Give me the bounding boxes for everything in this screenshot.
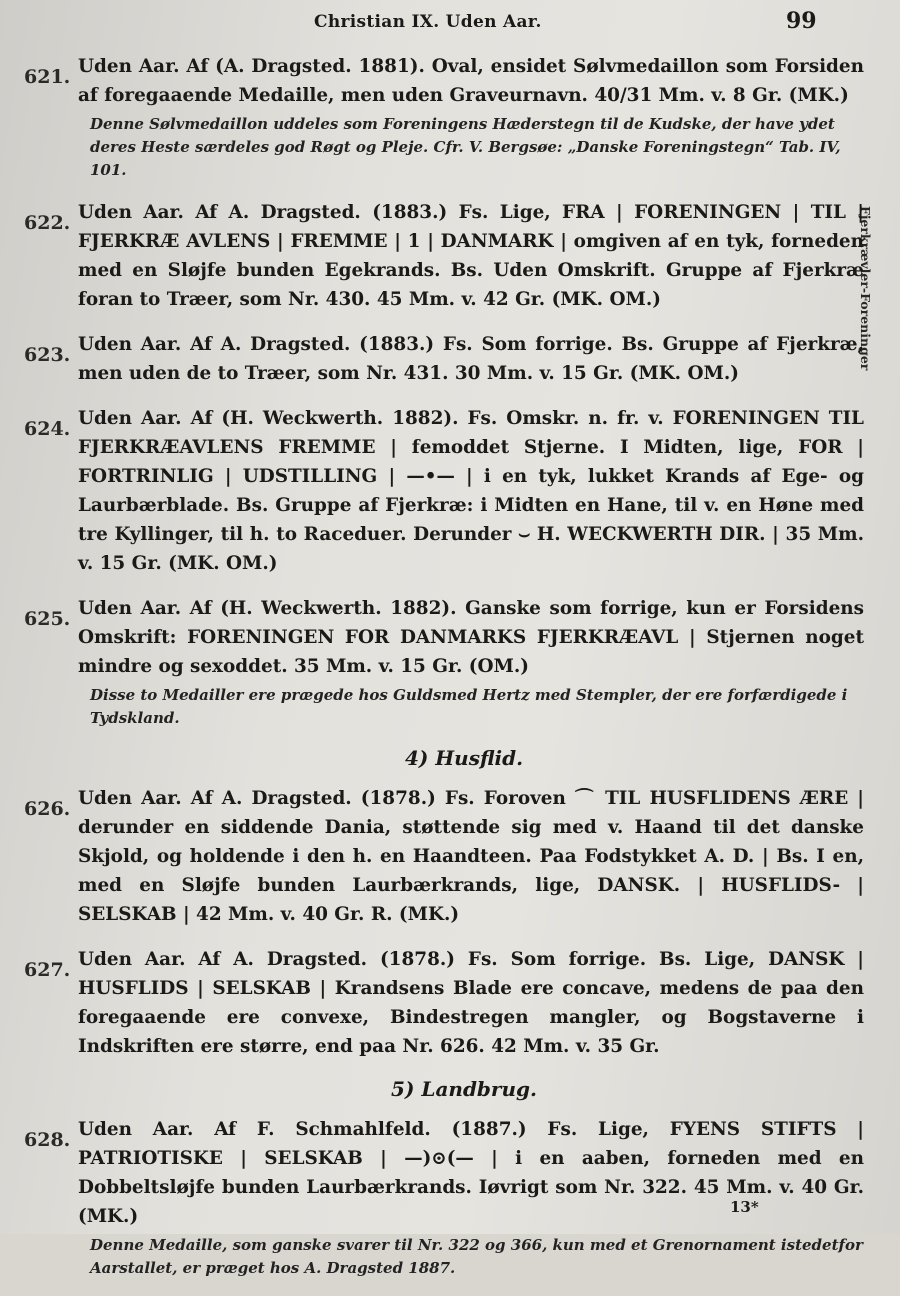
entry-text: Uden Aar. Af A. Dragsted. (1883.) Fs. Som forrige. Bs. Gruppe af Fjerkræ, men uden de to Træer, som Nr. 431. 30 Mm. v. 15 Gr. (MK. OM.) [78,334,864,384]
entry-623 [24,330,864,388]
entry-text: Uden Aar. Af A. Dragsted. (1878.) Fs. Som forrige. Bs. Lige, DANSK | HUSFLIDS | SELSKAB | Krandsens Blade ere concave, medens de paa den foregaaende ere convexe, Bindestregen mangler, og Bogstaverne i Indskriften ere større, end paa Nr. 626. 42 Mm. v. 35 Gr. [78,949,864,1057]
entry-number: 621. [24,66,71,88]
entry-text: Uden Aar. Af (A. Dragsted. 1881). Oval, ensidet Sølvmedaillon som Forsiden af foregaaende Medaille, men uden Graveurnavn. 40/31 Mm. v. 8 Gr. (MK.) [78,56,864,106]
entry-621 [24,52,864,182]
entry-note: Denne Medaille, som ganske svarer til Nr. 322 og 366, kun med et Grenornament istedetfor Aarstallet, er præget hos A. Dragsted 1887. [90,1236,863,1277]
entry-number: 624. [24,418,71,440]
entry-625 [24,594,864,730]
entry-text: Uden Aar. Af A. Dragsted. (1883.) Fs. Lige, FRA | FORENINGEN | TIL | FJERKRÆ AVLENS | FREMME | 1 | DANMARK | omgiven af en tyk, forneden med en Sløjfe bunden Egekrands. Bs. Uden Omskrift. Gruppe af Fjerkræ foran to Træer, som Nr. 430. 45 Mm. v. 42 Gr. (MK. OM.) [78,202,864,310]
entry-text: Uden Aar. Af A. Dragsted. (1878.) Fs. Foroven ⌒ TIL HUSFLIDENS ÆRE | derunder en siddende Dania, støttende sig med v. Haand til det danske Skjold, og holdende i den h. en Haandteen. Paa Fodstykket A. D. | Bs. I en, med en Sløjfe bunden Laurbærkrands, lige, DANSK. | HUSFLIDS- | SELSKAB | 42 Mm. v. 40 Gr. R. (MK.) [78,788,864,925]
entry-622 [24,198,864,314]
entry-number: 628. [24,1129,71,1151]
page-body [24,52,864,1296]
entry-text: Uden Aar. Af (H. Weckwerth. 1882). Fs. Omskr. n. fr. v. FORENINGEN TIL FJERKRÆAVLENS FREMME | femoddet Stjerne. I Midten, lige, FOR | FORTRINLIG | UDSTILLING | —•— | i en tyk, lukket Krands af Ege- og Laurbærblade. Bs. Gruppe af Fjerkræ: i Midten en Hane, til v. en Høne med tre Kyllinger, til h. to Raceduer. Derunder ⌣ H. WECKWERTH DIR. | 35 Mm. v. 15 Gr. (MK. OM.) [78,408,864,574]
margin-note: Fjerkrævler-Foreninger [858,206,873,371]
section-title-landbrug: 5) Landbrug. [391,1077,537,1101]
entry-text: Uden Aar. Af F. Schmahlfeld. (1887.) Fs. Lige, FYENS STIFTS | PATRIOTISKE | SELSKAB | —)⊙(— | i en aaben, forneden med en Dobbeltsløjfe bunden Laurbærkrands. Iøvrigt som Nr. 322. 45 Mm. v. 40 Gr. (MK.) [78,1119,864,1227]
entry-number: 625. [24,608,71,630]
running-title: Christian IX. Uden Aar. [314,12,542,32]
entry-624 [24,404,864,578]
page-number: 99 [786,8,817,34]
signature-mark: 13* [730,1198,759,1216]
entry-627 [24,945,864,1061]
entry-note: Denne Sølvmedaillon uddeles som Foreningens Hæderstegn til de Kudske, der have ydet deres Heste særdeles god Røgt og Pleje. Cfr. V. Bergsøe: „Danske Foreningstegn“ Tab. IV, 101. [90,115,841,179]
entry-number: 622. [24,212,71,234]
entry-number: 623. [24,344,71,366]
entry-text: Uden Aar. Af (H. Weckwerth. 1882). Ganske som forrige, kun er Forsidens Omskrift: FORENINGEN FOR DANMARKS FJERKRÆAVL | Stjernen noget mindre og sexoddet. 35 Mm. v. 15 Gr. (OM.) [78,598,864,677]
page-header [0,8,900,38]
entry-number: 627. [24,959,71,981]
entry-626 [24,784,864,929]
entry-note: Disse to Medailler ere prægede hos Guldsmed Hertz med Stempler, der ere forfærdigede i Tydskland. [90,686,848,727]
entry-number: 626. [24,798,71,820]
section-title-husflid: 4) Husflid. [404,746,524,770]
